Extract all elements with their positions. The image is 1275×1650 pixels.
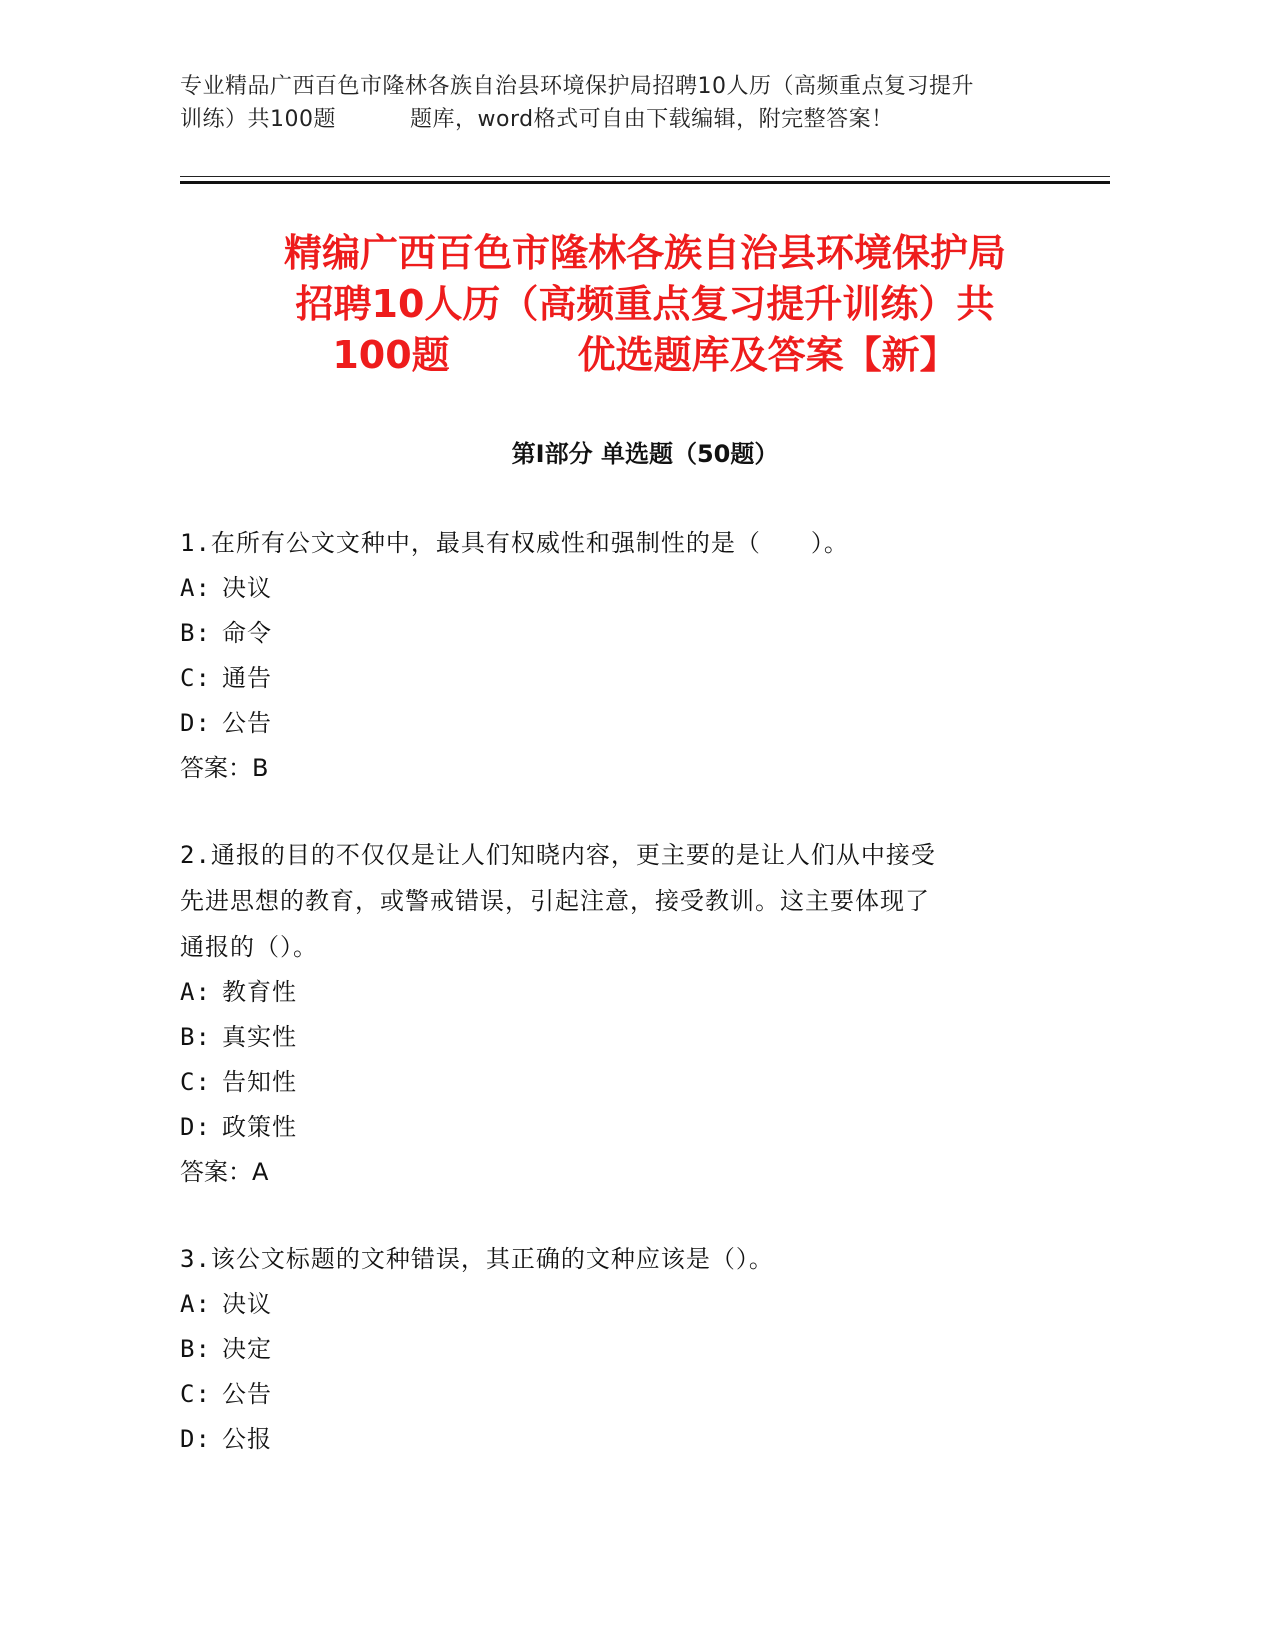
- option-d: [180, 701, 1040, 746]
- option-d: [180, 1417, 1040, 1462]
- header-rule-thin: [180, 176, 1110, 177]
- option-letter: D:: [180, 709, 211, 737]
- option-letter: B:: [180, 619, 211, 647]
- option-c: [180, 1372, 1040, 1417]
- option-text: 公告: [222, 1380, 272, 1408]
- question-stem: 1.在所有公文文种中，最具有权威性和强制性的是（ ）。: [180, 529, 849, 557]
- option-letter: A:: [180, 574, 211, 602]
- option-letter: C:: [180, 1068, 211, 1096]
- answer: 答案：B: [180, 754, 269, 782]
- option-letter: B:: [180, 1335, 211, 1363]
- document-title: [150, 228, 1140, 381]
- header-line-2: [180, 103, 1110, 136]
- question-stem-line-2: 先进思想的教育，或警戒错误，引起注意，接受教训。这主要体现了: [180, 887, 930, 915]
- question-stem: 3.该公文标题的文种错误，其正确的文种应该是（）。: [180, 1245, 774, 1273]
- option-text: 决议: [222, 1290, 272, 1318]
- question-2: [180, 832, 1040, 1195]
- option-letter: A:: [180, 978, 211, 1006]
- option-a: [180, 970, 1040, 1015]
- option-c: [180, 656, 1040, 701]
- option-text: 真实性: [222, 1023, 297, 1051]
- option-b: [180, 611, 1040, 656]
- title-line-1: 精编广西百色市隆林各族自治县环境保护局: [283, 231, 1006, 275]
- option-a: [180, 1282, 1040, 1327]
- option-text: 决议: [222, 574, 272, 602]
- header-line-1: 专业精品广西百色市隆林各族自治县环境保护局招聘10人历（高频重点复习提升: [180, 74, 974, 99]
- question-stem-line-3: 通报的（）。: [180, 933, 318, 961]
- option-text: 政策性: [222, 1113, 297, 1141]
- option-letter: D:: [180, 1113, 211, 1141]
- option-letter: D:: [180, 1425, 211, 1453]
- option-b: [180, 1015, 1040, 1060]
- title-line-3: [150, 330, 1140, 381]
- page-header: [180, 70, 1110, 136]
- option-text: 决定: [222, 1335, 272, 1363]
- title-line-3-left: 100题: [332, 333, 450, 377]
- option-a: [180, 566, 1040, 611]
- option-text: 公告: [222, 709, 272, 737]
- question-stem-line-1: 2.通报的目的不仅仅是让人们知晓内容，更主要的是让人们从中接受: [180, 841, 936, 869]
- option-text: 公报: [222, 1425, 272, 1453]
- option-text: 告知性: [222, 1068, 297, 1096]
- option-letter: B:: [180, 1023, 211, 1051]
- option-text: 命令: [222, 619, 272, 647]
- option-letter: C:: [180, 664, 211, 692]
- question-1: [180, 520, 1040, 791]
- section-title: 第Ⅰ部分 单选题（50题）: [511, 440, 779, 468]
- title-line-3-right: 优选题库及答案【新】: [577, 333, 958, 377]
- option-b: [180, 1327, 1040, 1372]
- header-line-2-right: 题库，word格式可自由下载编辑，附完整答案！: [410, 107, 894, 132]
- option-letter: A:: [180, 1290, 211, 1318]
- option-d: [180, 1105, 1040, 1150]
- question-list: [180, 520, 1040, 1503]
- option-text: 通告: [222, 664, 272, 692]
- option-text: 教育性: [222, 978, 297, 1006]
- option-letter: C:: [180, 1380, 211, 1408]
- option-c: [180, 1060, 1040, 1105]
- title-line-2: 招聘10人历（高频重点复习提升训练）共: [295, 282, 995, 326]
- header-line-2-left: 训练）共100题: [180, 107, 336, 132]
- question-3: [180, 1236, 1040, 1462]
- header-rule-thick: [180, 181, 1110, 184]
- answer: 答案：A: [180, 1158, 269, 1186]
